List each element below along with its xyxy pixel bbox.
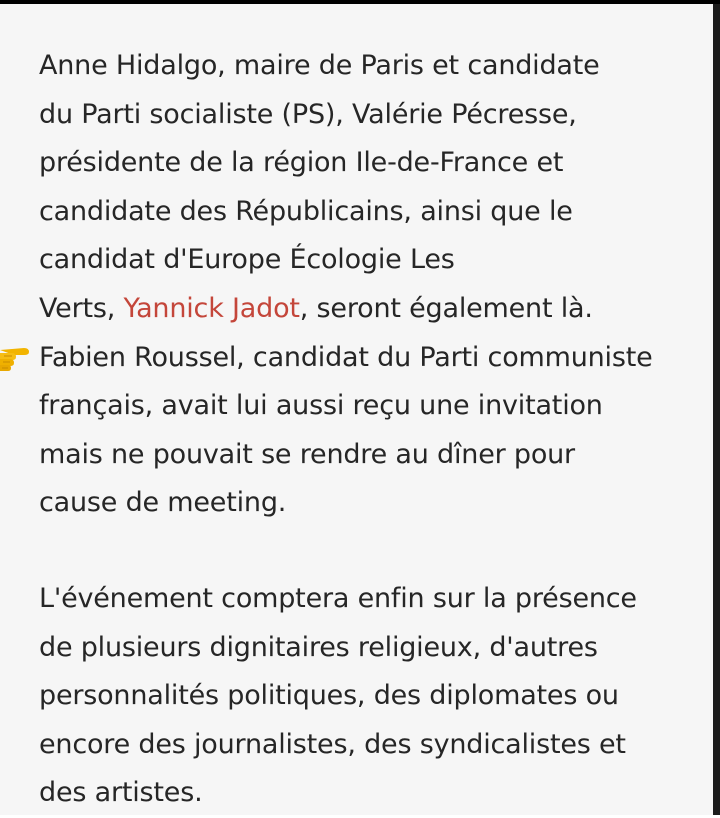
text-line-with-link <box>39 285 699 334</box>
text-line: candidat d'Europe Écologie Les <box>39 244 455 276</box>
text-line: du Parti socialiste (PS), Valérie Pécresse, <box>39 98 577 130</box>
text-line: Fabien Roussel, candidat du Parti communiste <box>39 341 653 373</box>
text-line: cause de meeting. <box>39 487 287 519</box>
text-line: encore des journalistes, des syndicalistes et <box>39 728 626 760</box>
pointing-hand-icon <box>0 340 30 374</box>
text-line: de plusieurs dignitaires religieux, d'autres <box>39 631 598 663</box>
text-line: français, avait lui aussi reçu une invitation <box>39 390 603 422</box>
screenshot-frame <box>0 4 720 815</box>
candidate-link[interactable]: Yannick Jadot <box>123 292 300 324</box>
text-segment: , seront également là. <box>299 292 593 324</box>
text-line: des artistes. <box>39 777 203 809</box>
article-body <box>39 42 699 818</box>
article-paragraph-1 <box>39 42 699 528</box>
text-line: candidate des Républicains, ainsi que le <box>39 195 573 227</box>
text-line: personnalités politiques, des diplomates ou <box>39 680 619 712</box>
text-segment: Verts, <box>39 292 124 324</box>
text-line: présidente de la région Ile-de-France et <box>39 147 564 179</box>
text-line: mais ne pouvait se rendre au dîner pour <box>39 438 575 470</box>
text-line: Anne Hidalgo, maire de Paris et candidate <box>39 50 600 81</box>
paragraph-spacer <box>39 528 699 575</box>
text-line: L'événement comptera enfin sur la présence <box>39 582 637 614</box>
article-paragraph-2 <box>39 575 699 818</box>
